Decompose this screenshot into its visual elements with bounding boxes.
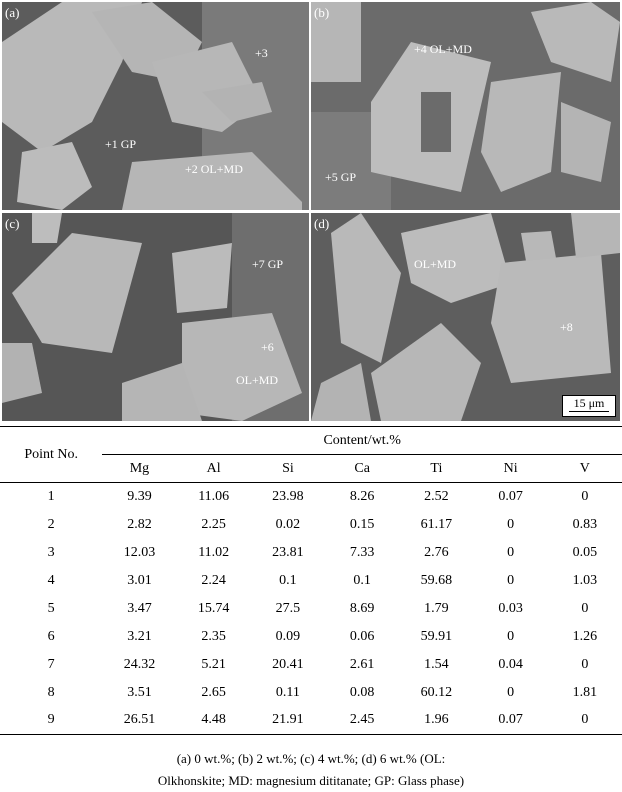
value-cell: 3.01 xyxy=(127,572,152,588)
value-cell: 0 xyxy=(507,684,515,700)
composition-table-wrap xyxy=(0,426,622,735)
annotation-point-5: +5 GP xyxy=(325,170,357,184)
column-header-ca: Ca xyxy=(354,460,370,476)
value-cell: 11.06 xyxy=(198,488,230,504)
column-header-v: V xyxy=(579,460,590,476)
value-cell: 59.68 xyxy=(420,572,453,588)
point-number-cell: 2 xyxy=(47,516,55,532)
value-cell: 0 xyxy=(581,712,589,728)
value-cell: 27.5 xyxy=(275,600,301,616)
caption-line-1: (a) 0 wt.%; (b) 2 wt.%; (c) 4 wt.%; (d) 6 wt.% (OL: xyxy=(176,751,446,766)
value-cell: 7.33 xyxy=(349,544,375,560)
content-group-header: Content/wt.% xyxy=(102,427,622,455)
point-no-header: Point No. xyxy=(0,427,102,483)
annotation-point-2: +2 OL+MD xyxy=(185,162,243,176)
value-cell: 3.51 xyxy=(127,684,152,700)
value-cell: 21.91 xyxy=(272,712,304,728)
value-cell: 0.15 xyxy=(349,516,375,532)
point-number-cell: 1 xyxy=(47,488,55,504)
value-cell: 0.83 xyxy=(572,516,598,532)
composition-table xyxy=(0,426,622,735)
value-cell: 0.03 xyxy=(498,600,523,616)
annotation-phase-ol-md-c: OL+MD xyxy=(236,373,279,387)
column-header-ti: Ti xyxy=(430,460,443,476)
value-cell: 3.21 xyxy=(127,628,152,644)
panel-label-c: (c) xyxy=(5,216,20,231)
panel-label-a: (a) xyxy=(5,5,20,20)
value-cell: 1.26 xyxy=(572,628,598,644)
table-row xyxy=(0,651,622,679)
value-cell: 9.39 xyxy=(127,488,152,504)
value-cell: 0.06 xyxy=(349,628,375,644)
value-cell: 61.17 xyxy=(420,516,453,532)
value-cell: 0 xyxy=(507,544,515,560)
value-cell: 0.08 xyxy=(349,684,375,700)
point-number-cell: 4 xyxy=(47,572,55,588)
annotation-point-3: +3 xyxy=(255,46,268,60)
value-cell: 8.26 xyxy=(349,488,375,504)
value-cell: 60.12 xyxy=(420,684,453,700)
micrograph-panel-d xyxy=(311,213,620,421)
annotation-point-7: +7 GP xyxy=(252,257,284,271)
value-cell: 23.98 xyxy=(272,488,304,504)
micrograph-image-d xyxy=(311,213,620,421)
scale-bar-line xyxy=(569,411,609,412)
value-cell: 0.07 xyxy=(498,712,523,728)
value-cell: 0.1 xyxy=(279,572,297,588)
value-cell: 2.25 xyxy=(201,516,226,532)
value-cell: 2.52 xyxy=(424,488,449,504)
table-row xyxy=(0,679,622,707)
table-body xyxy=(0,483,622,735)
table-row xyxy=(0,707,622,735)
point-number-cell: 6 xyxy=(47,628,55,644)
value-cell: 2.45 xyxy=(349,712,375,728)
micrograph-panel-b xyxy=(311,2,620,210)
value-cell: 1.03 xyxy=(572,572,598,588)
value-cell: 0.11 xyxy=(275,684,300,700)
table-row xyxy=(0,511,622,539)
value-cell: 1.54 xyxy=(424,656,449,672)
annotation-point-4: +4 OL+MD xyxy=(414,42,472,56)
value-cell: 2.76 xyxy=(424,544,449,560)
scale-bar-label: 15 μm xyxy=(573,396,605,410)
value-cell: 8.69 xyxy=(349,600,375,616)
value-cell: 0 xyxy=(581,600,589,616)
value-cell: 26.51 xyxy=(123,712,156,728)
value-cell: 20.41 xyxy=(272,656,304,672)
value-cell: 4.48 xyxy=(201,712,226,728)
table-row xyxy=(0,567,622,595)
panel-label-b: (b) xyxy=(314,5,330,20)
micrograph-panel-c xyxy=(2,213,309,421)
value-cell: 0 xyxy=(507,516,515,532)
column-header-ni: Ni xyxy=(503,460,518,476)
value-cell: 2.61 xyxy=(349,656,375,672)
value-cell: 0 xyxy=(507,628,515,644)
figure-caption xyxy=(0,748,622,792)
value-cell: 0 xyxy=(507,572,515,588)
value-cell: 1.81 xyxy=(572,684,598,700)
value-cell: 0.04 xyxy=(498,656,523,672)
value-cell: 5.21 xyxy=(201,656,226,672)
point-number-cell: 9 xyxy=(47,712,55,728)
panel-label-d: (d) xyxy=(314,216,330,231)
value-cell: 3.47 xyxy=(127,600,152,616)
value-cell: 59.91 xyxy=(420,628,453,644)
micrograph-image-a xyxy=(2,2,309,210)
value-cell: 0.07 xyxy=(498,488,523,504)
caption-line-2: Olkhonskite; MD: magnesium dititanate; GP: Glass phase) xyxy=(157,773,465,788)
value-cell: 0 xyxy=(581,656,589,672)
value-cell: 2.65 xyxy=(201,684,226,700)
micrograph-panel-a xyxy=(2,2,309,210)
value-cell: 0.09 xyxy=(275,628,301,644)
table-row xyxy=(0,483,622,511)
micrograph-image-c xyxy=(2,213,309,421)
table-row xyxy=(0,539,622,567)
value-cell: 11.02 xyxy=(198,544,230,560)
table-row xyxy=(0,595,622,623)
annotation-phase-ol-md-d: OL+MD xyxy=(414,257,457,271)
column-header-mg: Mg xyxy=(129,460,150,476)
column-header-si: Si xyxy=(282,460,294,476)
value-cell: 12.03 xyxy=(123,544,156,560)
annotation-point-8: +8 xyxy=(560,320,573,334)
micrograph-image-b xyxy=(311,2,620,210)
value-cell: 2.24 xyxy=(201,572,226,588)
table-row xyxy=(0,623,622,651)
point-number-cell: 3 xyxy=(47,544,55,560)
point-number-cell: 5 xyxy=(47,600,55,616)
value-cell: 1.96 xyxy=(424,712,449,728)
value-cell: 15.74 xyxy=(197,600,230,616)
annotation-point-6: +6 xyxy=(261,340,274,354)
value-cell: 0.02 xyxy=(275,516,301,532)
value-cell: 0.05 xyxy=(572,544,598,560)
point-number-cell: 8 xyxy=(47,684,55,700)
annotation-point-1: +1 GP xyxy=(105,137,137,151)
value-cell: 1.79 xyxy=(424,600,449,616)
point-number-cell: 7 xyxy=(47,656,55,672)
scale-bar xyxy=(562,395,616,417)
value-cell: 2.35 xyxy=(201,628,226,644)
value-cell: 0 xyxy=(581,488,589,504)
column-header-al: Al xyxy=(206,460,221,476)
value-cell: 23.81 xyxy=(272,544,304,560)
value-cell: 0.1 xyxy=(353,572,371,588)
value-cell: 24.32 xyxy=(123,656,156,672)
value-cell: 2.82 xyxy=(127,516,152,532)
